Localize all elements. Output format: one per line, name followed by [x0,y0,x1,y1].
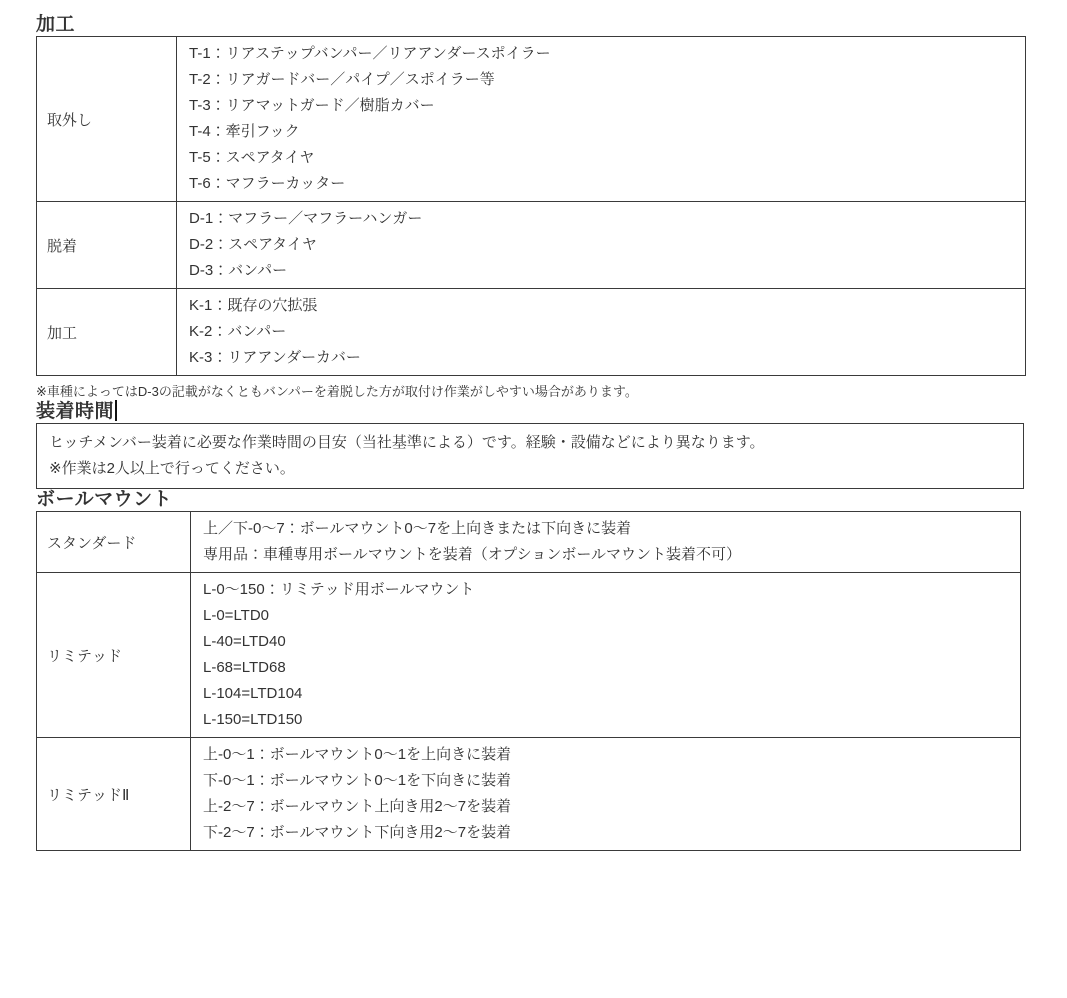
table-row-detach [37,202,1026,289]
text-cursor [115,400,117,421]
install-time-info-box [36,423,1024,489]
content-line: 上-2～7：ボールマウント上向き用2～7を装着 [203,798,512,815]
info-line: ※作業は2人以上で行ってください。 [49,460,295,477]
content-line: L-68=LTD68 [203,659,286,676]
row-content [191,738,1021,851]
processing-table [36,36,1026,376]
row-content [191,512,1021,573]
content-line: 専用品：車種専用ボールマウントを装着（オプションボールマウント装着不可） [203,546,742,563]
content-line: L-40=LTD40 [203,633,286,650]
content-line: T-1：リアステップバンパー／リアアンダースポイラー [189,45,551,62]
table-row-limited [37,573,1021,738]
row-content [177,202,1026,289]
row-label: リミテッド [37,573,191,738]
content-line: 下-0～1：ボールマウント0～1を下向きに装着 [203,772,512,789]
content-line: 上／下-0～7：ボールマウント0～7を上向きまたは下向きに装着 [203,520,632,537]
content-line: T-4：牽引フック [189,123,300,140]
row-label: スタンダード [37,512,191,573]
content-line: L-0～150：リミテッド用ボールマウント [203,581,475,598]
section-heading-ball-mount: ボールマウント [36,489,173,510]
row-label: 脱着 [37,202,177,289]
row-content [177,37,1026,202]
content-line: T-5：スペアタイヤ [189,149,315,166]
content-line: 上-0～1：ボールマウント0～1を上向きに装着 [203,746,512,763]
install-time-heading-text: 装着時間 [36,401,115,422]
content-line: D-1：マフラー／マフラーハンガー [189,210,423,227]
table-row-limited-2 [37,738,1021,851]
row-label: リミテッドⅡ [37,738,191,851]
row-content [177,289,1026,376]
section-heading-install-time[interactable] [36,400,1026,423]
content-line: T-3：リアマットガード／樹脂カバー [189,97,435,114]
content-line: K-3：リアアンダーカバー [189,349,361,366]
table-row-removal [37,37,1026,202]
ball-mount-table [36,511,1021,851]
table-row-processing [37,289,1026,376]
content-line: L-0=LTD0 [203,607,270,624]
info-line: ヒッチメンバー装着に必要な作業時間の目安（当社基準による）です。経験・設備などにより異なります。 [49,434,765,451]
processing-note: ※車種によってはD-3の記載がなくともバンパーを着脱した方が取付け作業がしやすい場合があります。 [36,384,638,399]
content-line: L-150=LTD150 [203,711,303,728]
section-heading-processing: 加工 [36,14,76,35]
content-line: K-1：既存の穴拡張 [189,297,318,314]
row-label: 加工 [37,289,177,376]
content-line: L-104=LTD104 [203,685,303,702]
row-content [191,573,1021,738]
content-line: T-6：マフラーカッター [189,175,346,192]
row-label: 取外し [37,37,177,202]
content-line: K-2：バンパー [189,323,287,340]
content-line: D-2：スペアタイヤ [189,236,317,253]
content-line: D-3：バンパー [189,262,288,279]
content-line: T-2：リアガードバー／パイプ／スポイラー等 [189,71,495,88]
content-line: 下-2～7：ボールマウント下向き用2～7を装着 [203,824,512,841]
table-row-standard [37,512,1021,573]
